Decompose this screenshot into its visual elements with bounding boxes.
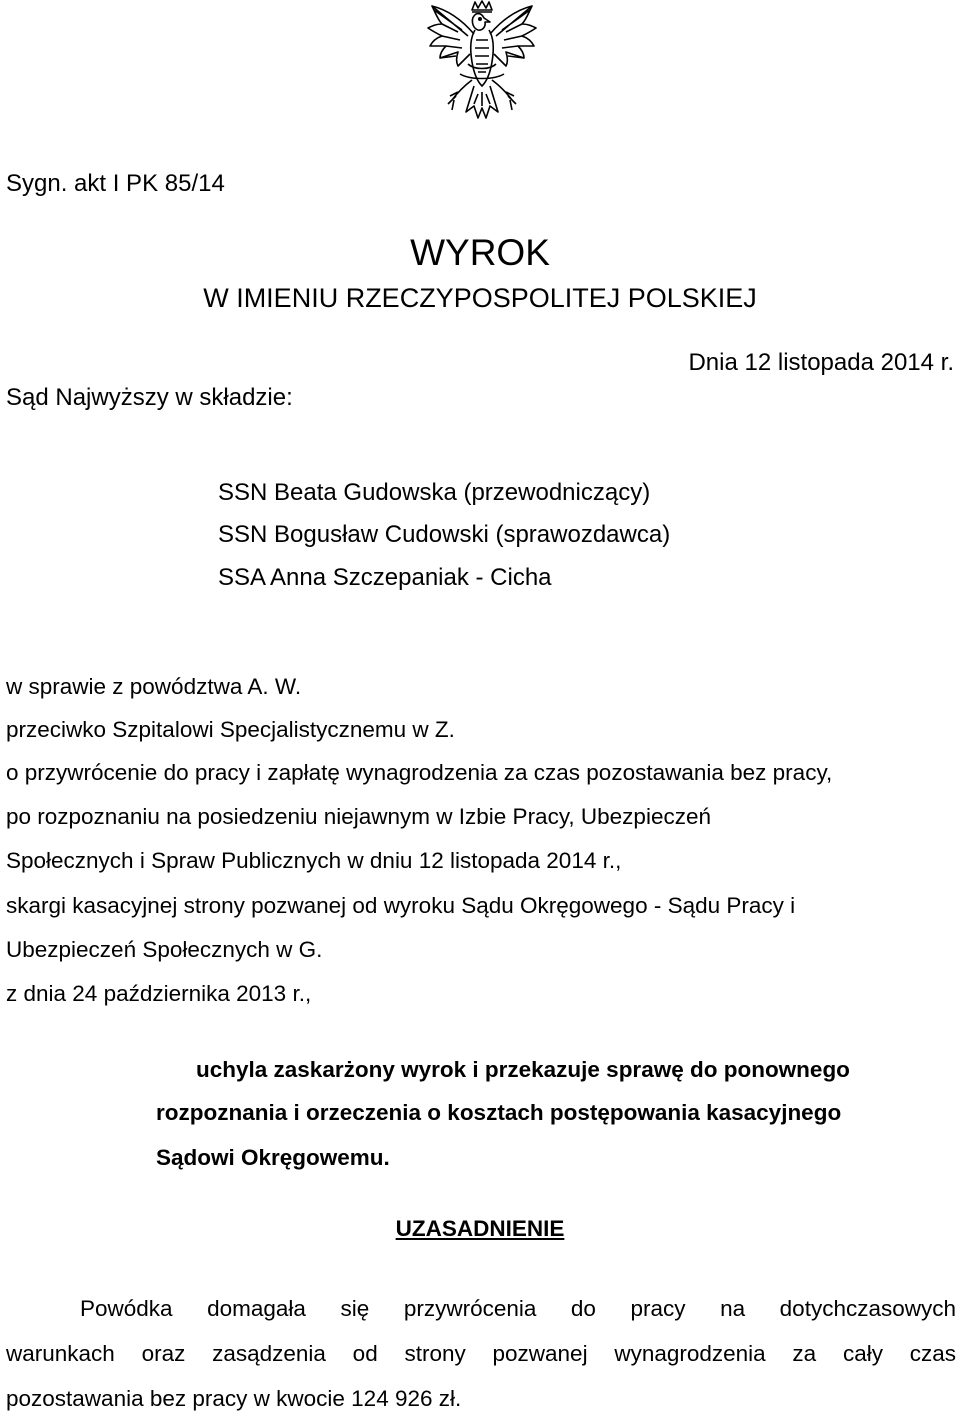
case-line: Ubezpieczeń Społecznych w G.	[6, 937, 323, 962]
polish-eagle-emblem-icon	[412, 0, 552, 146]
judgment-date: Dnia 12 listopada 2014 r.	[688, 349, 954, 376]
verdict-line: uchyla zaskarżony wyrok i przekazuje sprawę do ponownego	[196, 1057, 850, 1082]
case-reference: Sygn. akt I PK 85/14	[6, 170, 225, 197]
page-title: WYROK	[410, 232, 550, 273]
case-line: Społecznych i Spraw Publicznych w dniu 12 listopada 2014 r.,	[6, 848, 622, 873]
case-line: skargi kasacyjnej strony pozwanej od wyroku Sądu Okręgowego - Sądu Pracy i	[6, 893, 796, 918]
justification-line: warunkach oraz zasądzenia od strony pozwanej wynagrodzenia za cały czas	[6, 1341, 956, 1366]
case-line: w sprawie z powództwa A. W.	[6, 674, 302, 699]
judge-item: SSA Anna Szczepaniak - Cicha	[218, 564, 552, 591]
case-line: z dnia 24 października 2013 r.,	[6, 981, 312, 1006]
verdict-line: rozpoznania i orzeczenia o kosztach postępowania kasacyjnego	[156, 1100, 842, 1125]
case-line: przeciwko Szpitalowi Specjalistycznemu w Z.	[6, 717, 455, 742]
justification-heading: UZASADNIENIE	[395, 1216, 565, 1241]
case-line: po rozpoznaniu na posiedzeniu niejawnym w Izbie Pracy, Ubezpieczeń	[6, 804, 711, 829]
court-composition-label: Sąd Najwyższy w składzie:	[6, 384, 293, 411]
page-subtitle: W IMIENIU RZECZYPOSPOLITEJ POLSKIEJ	[203, 283, 757, 313]
justification-line: pozostawania bez pracy w kwocie 124 926 zł.	[6, 1386, 462, 1411]
justification-line: Powódka domagała się przywrócenia do pracy na dotychczasowych	[80, 1296, 956, 1321]
verdict-line: Sądowi Okręgowemu.	[156, 1145, 390, 1170]
judge-item: SSN Beata Gudowska (przewodniczący)	[218, 479, 651, 506]
judge-item: SSN Bogusław Cudowski (sprawozdawca)	[218, 521, 671, 548]
case-line: o przywrócenie do pracy i zapłatę wynagrodzenia za czas pozostawania bez pracy,	[6, 760, 833, 785]
